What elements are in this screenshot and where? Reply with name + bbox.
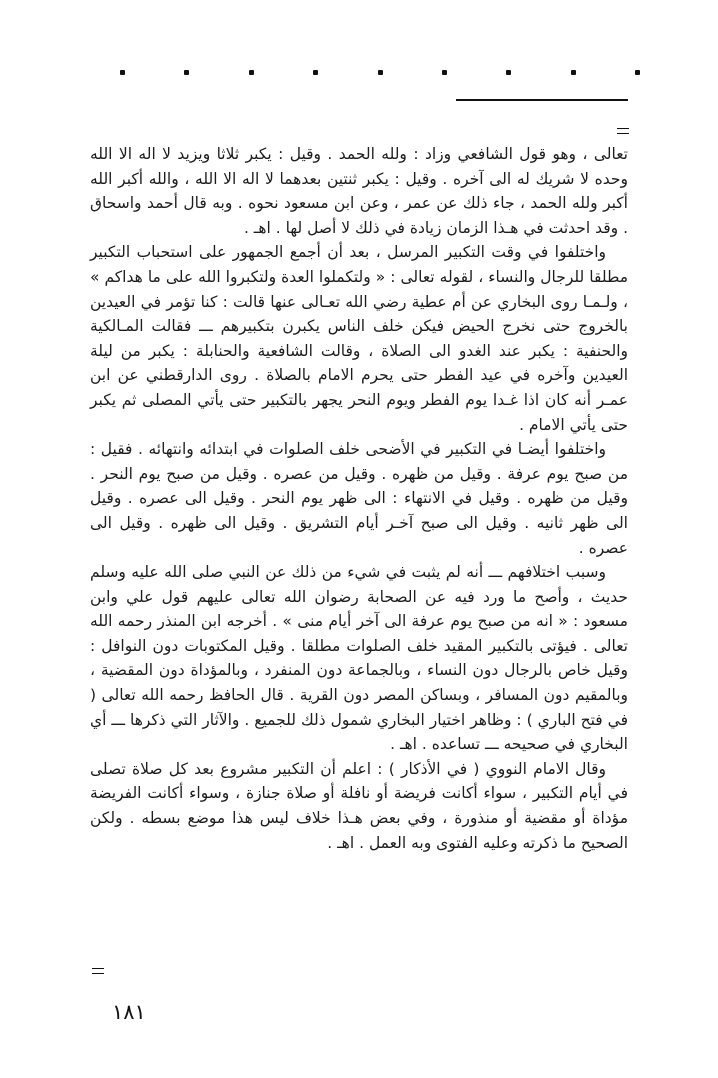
paragraph: واختلفوا أيضـا في التكبير في الأضحى خلف الصلوات في ابتدائه وانتهائه . فقيل : من صبح يوم عرفة . وقيل من ظهره . وقيل من عصره . وقيل من صبح يوم النحر . وقيل من ظهره . وقيل في الانتهاء : الى ظهر يوم النحر . وقيل الى عصره . وقيل الى ظهر ثانيه . وقيل الى صبح آخـر أيام التشريق . وقيل الى ظهره . وقيل الى عصره . <box>90 440 628 557</box>
paragraph: وسبب اختلافهم ـــ أنه لم يثبت في شيء من ذلك عن النبي صلى الله عليه وسلم حديث ، وأصح ما ورد فيه عن الصحابة رضوان الله تعالى عليهم قول علي وابن مسعود : « انه من صبح يوم عرفة الى آخر أيام منى » . أخرجه ابن المنذر رحمه الله تعالى . فيؤتى بالتكبير المقيد خلف الصلوات مطلقا . وقيل المكتوبات دون النوافل : وقيل خاص بالرجال دون النساء ، وبالجماعة دون المنفرد ، وبالمؤداة دون المقضية ، وبالمقيم دون المسافر ، وبساكن المصر دون القرية . قال الحافظ رحمه الله تعالى ( في فتح الباري ) : وظاهر اختيار البخاري شمول ذلك للجميع . والآثار التي ذكرها ـــ أي البخاري في صحيحه ـــ تساعده . اهـ . <box>90 563 628 754</box>
ornament-dot <box>120 70 125 75</box>
page-number: ١٨١ <box>112 1000 146 1024</box>
ornament-dot <box>249 70 254 75</box>
header-rule <box>456 99 628 101</box>
paragraph: تعالى ، وهو قول الشافعي وزاد : ولله الحمد . وقيل : يكبر ثلاثا ويزيد لا اله الا الله وحده لا شريك له الى آخره . وقيل : يكبر ثنتين بعدهما لا اله الا الله ، والله أكبر الله أكبر ولله الحمد ، جاء ذلك عن عمر ، وعن ابن مسعود نحوه . وبه قال أحمد واسحاق . وقد احدثت في هـذا الزمان زيادة في ذلك لا أصل لها . اهـ . <box>90 145 628 237</box>
ornament-dot <box>506 70 511 75</box>
top-dot-ornament <box>120 60 640 84</box>
ornament-dot <box>571 70 576 75</box>
ornament-dot <box>313 70 318 75</box>
continuation-mark <box>92 968 104 974</box>
continuation-mark <box>617 128 629 134</box>
ornament-dot <box>184 70 189 75</box>
page-body <box>90 142 628 855</box>
ornament-dot <box>442 70 447 75</box>
paragraph: واختلفوا في وقت التكبير المرسل ، بعد أن أجمع الجمهور على استحباب التكبير مطلقا للرجال والنساء ، لقوله تعالى : « ولتكملوا العدة ولتكبروا الله على ما هداكم » ، ولـمـا روى البخاري عن أم عطية رضي الله تعـالى عنها قالت : كنا تؤمر في العيدين بالخروج حتى نخرج الحيض فيكن خلف الناس يكبرن بتكبيرهم ـــ فقالت المـالكية والحنفية : يكبر عند الغدو الى الصلاة ، وقالت الشافعية والحنابلة : يكبر من ليلة العيدين وآخره في عيد الفطر حتى يحرم الامام بالصلاة . روى الدارقطني عن ابن عمـر أنه كان اذا غـدا يوم الفطر ويوم النحر يجهر بالتكبير حتى يأتي المصلى ثم يكبر حتى يأتي الامام . <box>90 243 628 434</box>
paragraph: وقال الامام النووي ( في الأذكار ) : اعلم أن التكبير مشروع بعد كل صلاة تصلى في أيام التكبير ، سواء أكانت فريضة أو نافلة أو صلاة جنازة ، وسواء أكانت الفريضة مؤداة أو مقضية أو منذورة ، وفي بعض هـذا خلاف ليس هذا موضع بسطه . ولكن الصحيح ما ذكرته وعليه الفتوى وبه العمل . اهـ . <box>90 759 628 852</box>
ornament-dot <box>635 70 640 75</box>
ornament-dot <box>378 70 383 75</box>
